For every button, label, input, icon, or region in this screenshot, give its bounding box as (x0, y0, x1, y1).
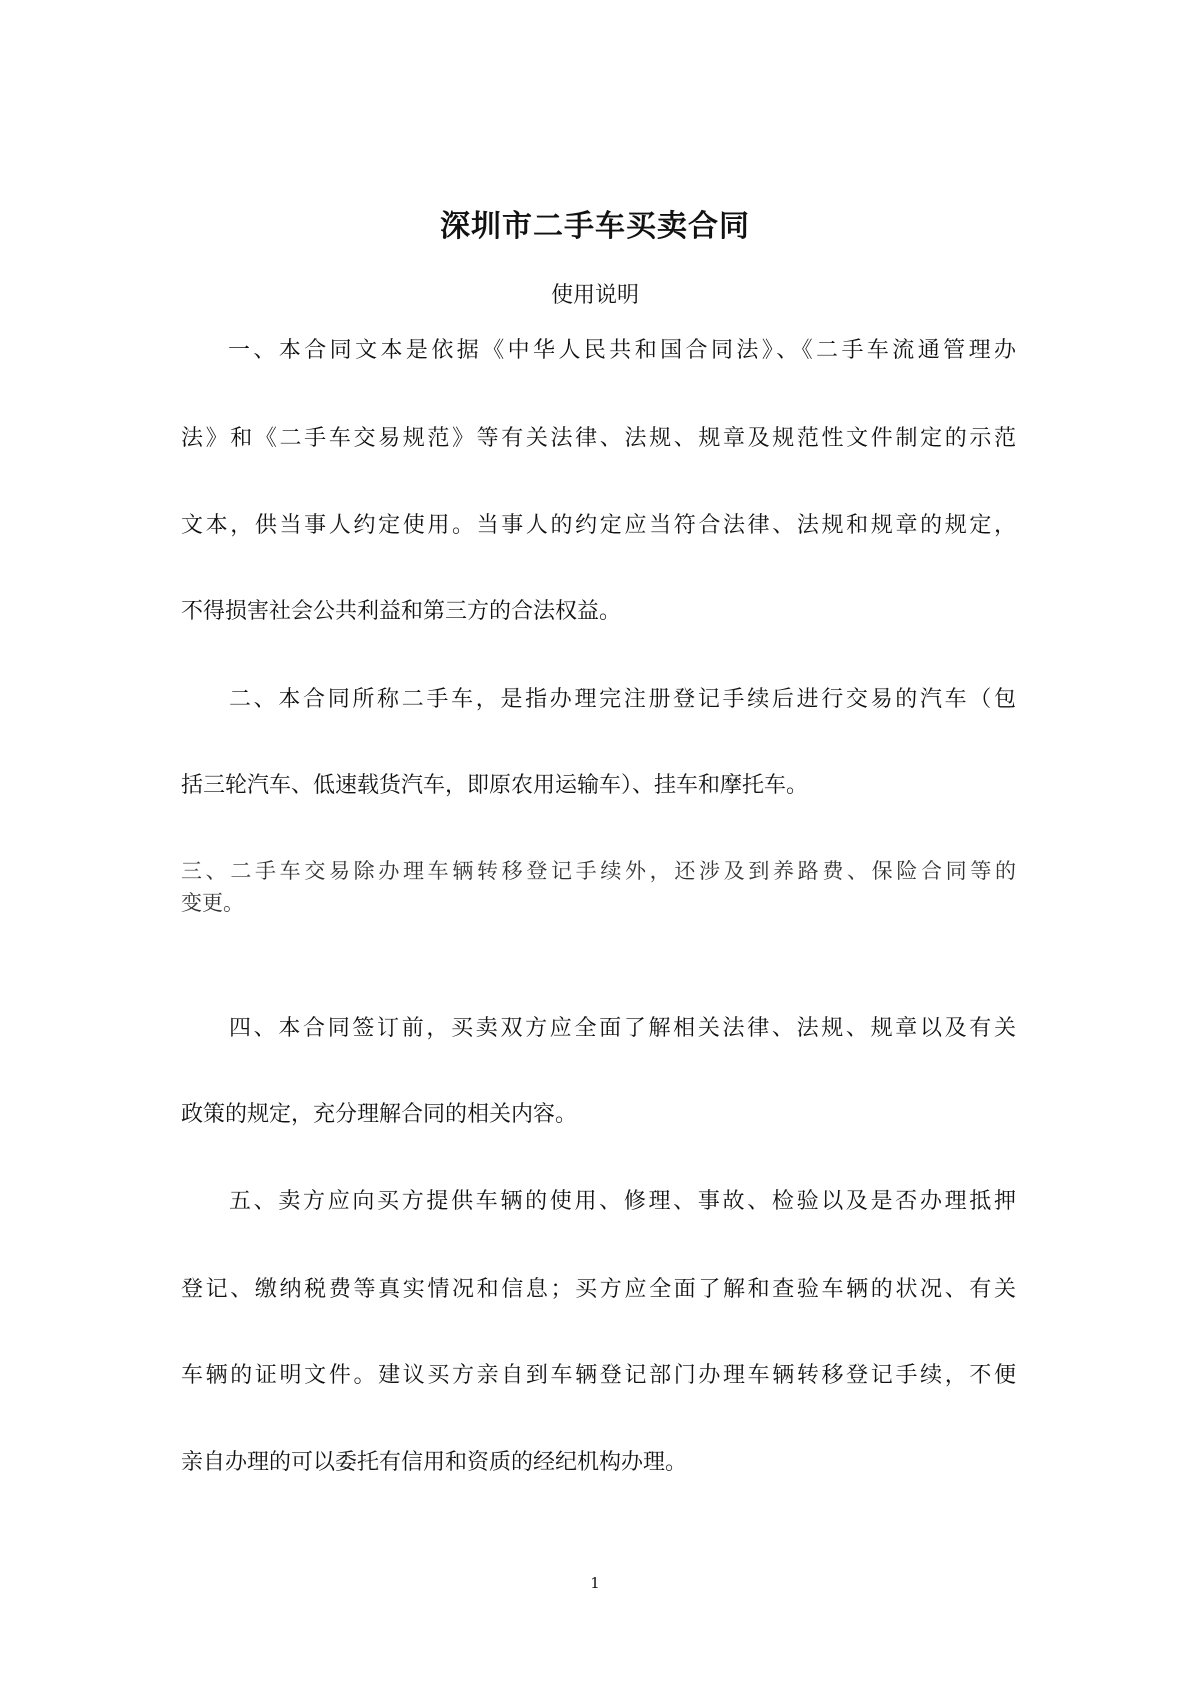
paragraph-5-line-4: 亲自办理的可以委托有信用和资质的经纪机构办理。 (181, 1450, 688, 1475)
document-title: 深圳市二手车买卖合同 (440, 209, 750, 244)
document-subtitle: 使用说明 (550, 283, 639, 308)
paragraph-3-line-2: 变更。 (181, 891, 244, 915)
paragraph-1-line-4: 不得损害社会公共利益和第三方的合法权益。 (181, 599, 622, 624)
paragraph-4-line-1: 四、本合同签订前，买卖双方应全面了解相关法律、法规、规章以及有关 (229, 1016, 1016, 1041)
paragraph-2-line-2: 括三轮汽车、低速载货汽车，即原农用运输车）、挂车和摩托车。 (181, 773, 809, 798)
paragraph-5-line-1: 五、卖方应向买方提供车辆的使用、修理、事故、检验以及是否办理抵押 (229, 1189, 1016, 1214)
paragraph-1-line-2: 法》和《二手车交易规范》等有关法律、法规、规章及规范性文件制定的示范 (181, 426, 1016, 451)
paragraph-5-line-2: 登记、缴纳税费等真实情况和信息；买方应全面了解和查验车辆的状况、有关 (181, 1277, 1016, 1302)
paragraph-3 (181, 855, 1016, 919)
paragraph-1-line-1: 一、本合同文本是依据《中华人民共和国合同法》、《二手车流通管理办 (228, 338, 1016, 363)
paragraph-5-line-3: 车辆的证明文件。建议买方亲自到车辆登记部门办理车辆转移登记手续，不便 (181, 1363, 1016, 1388)
paragraph-1-line-3: 文本，供当事人约定使用。当事人的约定应当符合法律、法规和规章的规定， (181, 513, 1016, 538)
page-number: 1 (590, 1574, 600, 1592)
paragraph-2-line-1: 二、本合同所称二手车，是指办理完注册登记手续后进行交易的汽车（包 (229, 687, 1016, 712)
paragraph-4-line-2: 政策的规定，充分理解合同的相关内容。 (181, 1102, 578, 1127)
paragraph-3-line-1: 三、二手车交易除办理车辆转移登记手续外，还涉及到养路费、保险合同等的 (181, 859, 1016, 883)
